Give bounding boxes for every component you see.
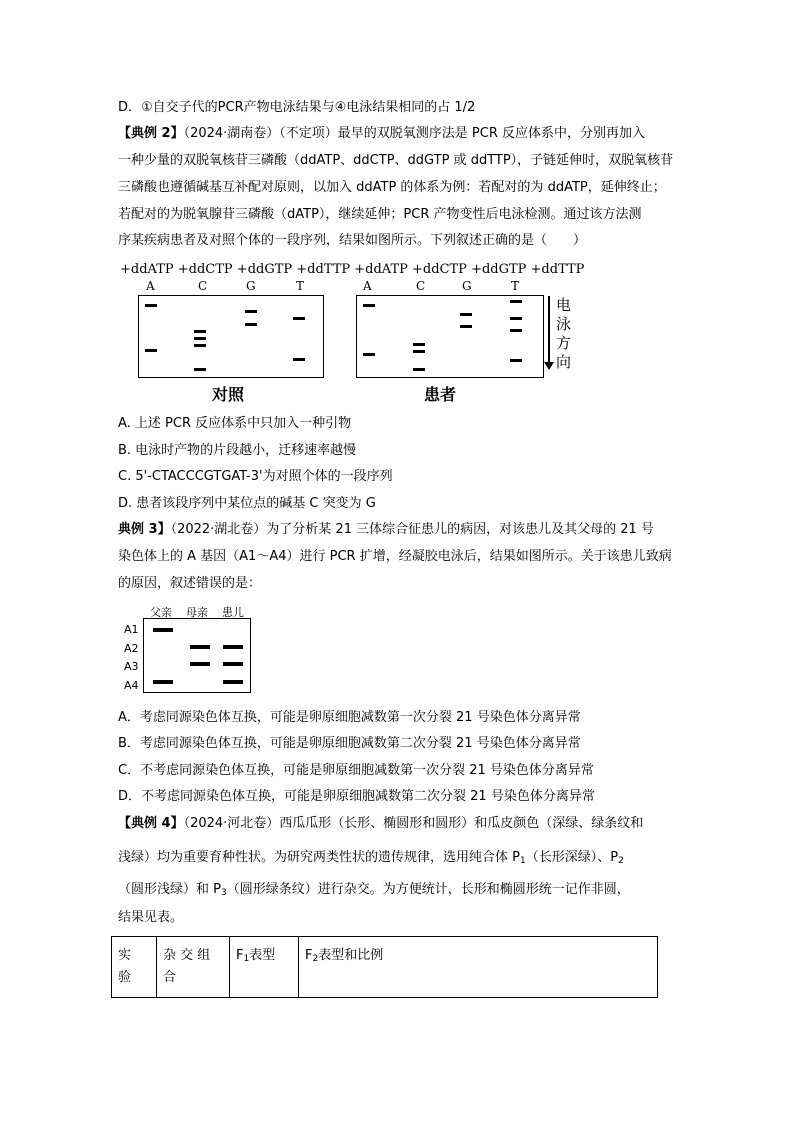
control-lane-t: T	[296, 279, 305, 293]
gel-band	[293, 317, 305, 320]
gel-band	[460, 313, 472, 316]
row-a1: A1	[124, 623, 139, 636]
control-lane-g: G	[246, 279, 256, 293]
gel-band	[245, 323, 257, 326]
example-3-line-3: 的原因，叙述错误的是：	[118, 576, 262, 591]
gel-header: +ddATP +ddCTP +ddGTP +ddTTP +ddATP +ddCTP +ddGTP +ddTTP	[120, 262, 585, 277]
control-lane-c: C	[198, 279, 208, 293]
header-f1-text: 表型	[249, 948, 276, 963]
header-cross-1: 杂 交 组	[163, 948, 211, 963]
example-4-text-2b: （长形深绿）、P	[525, 850, 619, 865]
subscript: 3	[220, 888, 227, 898]
gel-band	[194, 344, 206, 347]
gel-band	[223, 680, 243, 684]
header-f2-f: F	[305, 948, 313, 963]
patient-lane-a: A	[363, 279, 372, 293]
patient-lane-c: C	[416, 279, 426, 293]
patient-gel	[356, 295, 544, 378]
patient-lane-t: T	[511, 279, 520, 293]
example-2-line-1	[118, 126, 645, 142]
option-d-previous: D．①自交子代的PCR产物电泳结果与④电泳结果相同的占 1/2	[118, 100, 476, 115]
gel-band	[510, 359, 522, 362]
header-f1	[230, 937, 299, 998]
gel-band	[153, 680, 173, 684]
gel-band	[293, 358, 305, 361]
patient-caption: 患者	[424, 385, 457, 404]
gel-band	[145, 304, 157, 307]
example-3-option-b: B．考虑同源染色体互换，可能是卵原细胞减数第二次分裂 21 号染色体分离异常	[118, 736, 581, 751]
direction-char-3: 方	[556, 334, 572, 352]
row-a2: A2	[124, 642, 139, 655]
gel-band	[190, 662, 210, 666]
example-2-option-a: A. 上述 PCR 反应体系中只加入一种引物	[118, 416, 352, 431]
example-4-text-1: （2024·河北卷）西瓜瓜形（长形、椭圆形和圆形）和瓜皮颜色（深绿、绿条纹和	[183, 816, 644, 831]
header-f1-f: F	[236, 948, 244, 963]
paternity-gel	[143, 618, 251, 693]
example-2-line-5: 序某疾病患者及对照个体的一段序列，结果如图所示。下列叙述正确的是（ ）	[118, 233, 587, 248]
example-3-line-1	[118, 522, 654, 538]
row-a3: A3	[124, 660, 139, 673]
gel-band	[510, 329, 522, 332]
control-lane-a: A	[146, 279, 155, 293]
subscript: 2	[618, 856, 624, 866]
example-3-line-2: 染色体上的 A 基因（A1～A4）进行 PCR 扩增，经凝胶电泳后，结果如图所示。关于该患儿致病	[118, 549, 672, 564]
gel-band	[510, 300, 522, 303]
subscript: 1	[519, 856, 526, 866]
col-mother: 母亲	[186, 606, 208, 619]
example-2-line-3: 三磷酸也遵循碱基互补配对原则，以加入 ddATP 的体系为例：若配对的为 ddATP，延伸终止；	[118, 180, 666, 195]
example-4-text-2a: 浅绿）均为重要育种性状。为研究两类性状的遗传规律，选用纯合体 P	[118, 850, 520, 865]
header-experiment-2: 验	[118, 970, 132, 985]
gel-band	[153, 628, 173, 632]
example-2-option-d: D. 患者该段序列中某位点的碱基 C 突变为 G	[118, 496, 376, 511]
direction-arrow-head	[544, 362, 554, 370]
gel-band	[194, 337, 206, 340]
example-2-tag: 【典例 2】	[118, 126, 184, 141]
example-3-option-d: D．不考虑同源染色体互换，可能是卵原细胞减数第二次分裂 21 号染色体分离异常	[118, 789, 595, 804]
control-caption: 对照	[212, 385, 245, 404]
example-4-tag: 【典例 4】	[118, 816, 184, 831]
example-2-option-b: B. 电泳时产物的片段越小，迁移速率越慢	[118, 443, 357, 458]
example-4-text-3a: （圆形浅绿）和 P	[118, 882, 221, 897]
example-4-line-1	[118, 816, 643, 832]
gel-band	[145, 349, 157, 352]
example-4-text-3b: （圆形绿条纹）进行杂交。为方便统计，长形和椭圆形统一记作非圆，	[226, 882, 630, 897]
gel-band	[413, 350, 425, 353]
control-gel	[138, 295, 324, 378]
header-f2	[299, 937, 658, 998]
example-2-option-c: C. 5'-CTACCCGTGAT-3'为对照个体的一段序列	[118, 469, 393, 484]
example-2-line-4: 若配对的为脱氧腺苷三磷酸（dATP），继续延伸；PCR 产物变性后电泳检测。通过该方法测	[118, 207, 642, 222]
col-child: 患儿	[222, 606, 244, 619]
header-experiment	[112, 937, 157, 998]
gel-band	[190, 645, 210, 649]
table-header-row	[112, 937, 658, 998]
direction-arrow-line	[548, 296, 550, 364]
example-3-text-1: （2022·湖北卷）为了分析某 21 三体综合征患儿的病因，对该患儿及其父母的 21 号	[170, 522, 654, 537]
subscript: 1	[243, 954, 250, 964]
gel-band	[194, 368, 206, 371]
gel-band	[413, 368, 425, 371]
results-table	[111, 936, 658, 998]
gel-band	[363, 304, 375, 307]
patient-lane-g: G	[462, 279, 472, 293]
col-father: 父亲	[150, 606, 172, 619]
direction-char-4: 向	[556, 353, 572, 371]
gel-band	[510, 317, 522, 320]
header-experiment-1: 实	[118, 948, 132, 963]
example-2-text-1: （2024·湖南卷）（不定项）最早的双脱氧测序法是 PCR 反应体系中，分别再加入	[183, 126, 646, 141]
direction-char-1: 电	[556, 296, 572, 314]
gel-band	[194, 330, 206, 333]
header-cross	[157, 937, 230, 998]
direction-char-2: 泳	[556, 315, 572, 333]
gel-band	[223, 645, 243, 649]
example-4-line-2	[118, 850, 624, 869]
example-3-tag: 典例 3】	[118, 522, 171, 537]
example-3-option-c: C．不考虑同源染色体互换，可能是卵原细胞减数第一次分裂 21 号染色体分离异常	[118, 763, 594, 778]
row-a4: A4	[124, 679, 139, 692]
gel-band	[245, 310, 257, 313]
header-f2-text: 表型和比例	[318, 948, 384, 963]
subscript: 2	[312, 954, 319, 964]
example-3-option-a: A．考虑同源染色体互换，可能是卵原细胞减数第一次分裂 21 号染色体分离异常	[118, 710, 581, 725]
gel-band	[460, 325, 472, 328]
gel-band	[223, 662, 243, 666]
gel-band	[413, 343, 425, 346]
gel-band	[363, 353, 375, 356]
example-4-line-4: 结果见表。	[118, 910, 184, 925]
example-4-line-3	[118, 882, 630, 901]
header-cross-2: 合	[163, 970, 177, 985]
example-2-line-2: 一种少量的双脱氧核苷三磷酸（ddATP、ddCTP、ddGTP 或 ddTTP），子链延伸时，双脱氧核苷	[118, 153, 674, 168]
